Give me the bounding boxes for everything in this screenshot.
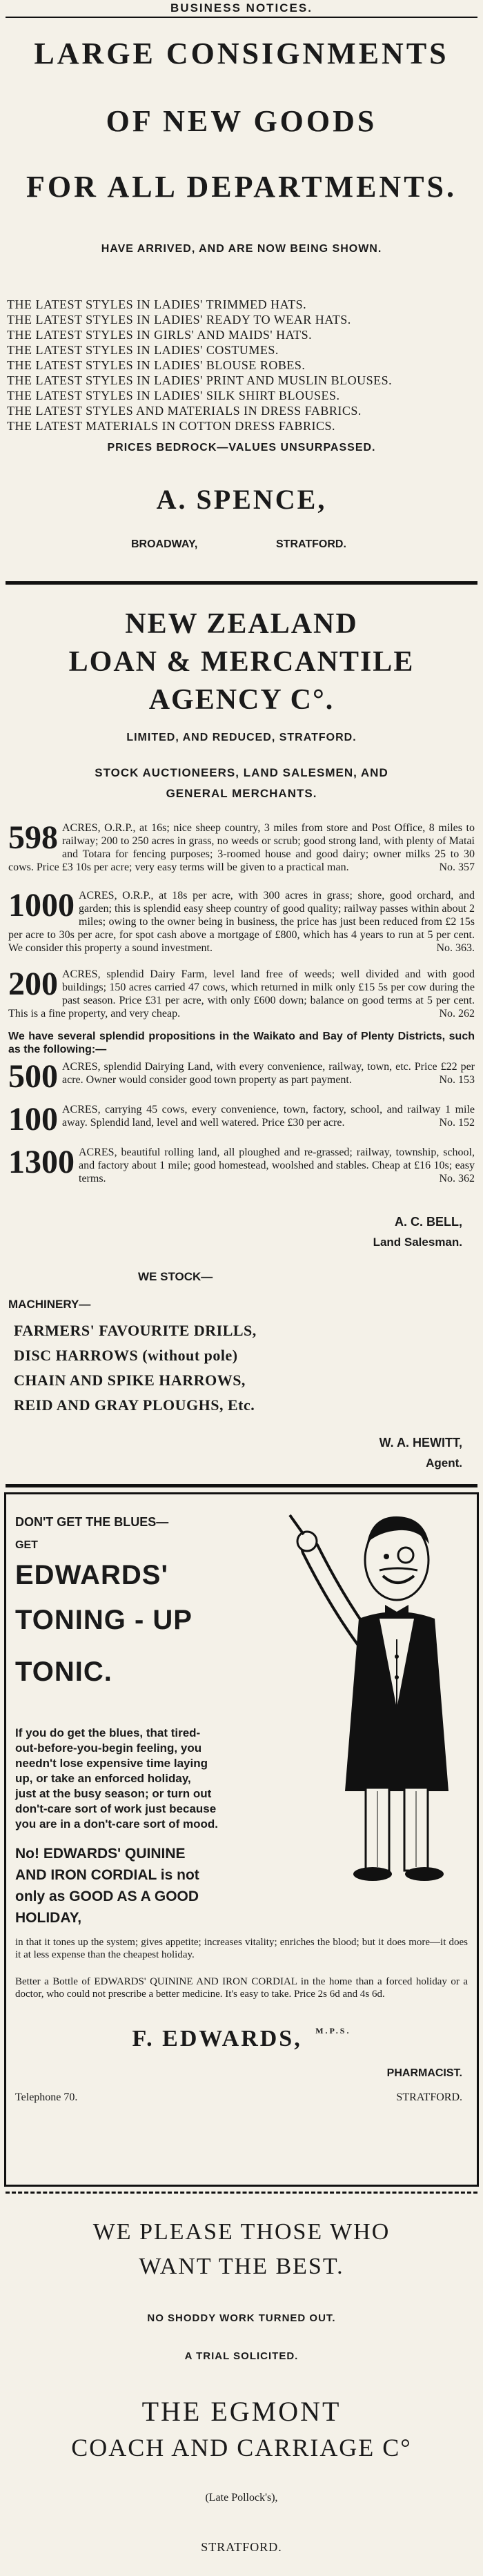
body-line: out-before-you-begin feeling, you <box>15 1741 202 1755</box>
edwards-title-line-2: TONING - UP <box>15 1605 193 1635</box>
nzloan-title-line-2: LOAN & MERCANTILE <box>68 646 415 678</box>
edwards-paragraph-2: in that it tones up the system; gives appetite; increases vitality; enriches the blood; but it does more—it does it at less expense than the cheapest holiday. <box>15 1937 468 1960</box>
spence-title-line-2: OF NEW GOODS <box>106 104 377 138</box>
listing-number: No. 152 <box>439 1117 475 1129</box>
listing-text: ACRES, beautiful rolling land, all ploughed and re-grassed; railway, township, school, and factory about 1 mile; good homestead, woolshed and stables. Cheap at £16 10s; easy terms. <box>79 1146 475 1184</box>
list-item: THE LATEST STYLES IN LADIES' READY TO WEAR HATS. <box>7 313 351 326</box>
edwards-telephone: Telephone 70. <box>15 2091 78 2103</box>
listing <box>0 1146 483 1187</box>
edwards-mps: M.P.S. <box>315 2026 351 2036</box>
edwards-name <box>0 2026 483 2052</box>
listing-number: No. 357 <box>439 861 475 873</box>
listing <box>0 1103 483 1143</box>
egmont-headline-2: WANT THE BEST. <box>139 2254 344 2279</box>
spence-item-list <box>0 297 483 433</box>
egmont-headline-1: WE PLEASE THOSE WHO <box>92 2219 391 2245</box>
edwards-paragraph-3: Better a Bottle of EDWARDS' QUININE AND IRON CORDIAL in the home than a forced holiday or a doctor, who could not prescribe a better medicine. It's easy to take. Price 2s 6d and 4s 6d. <box>15 1976 468 2000</box>
egmont-line-1: NO SHODDY WORK TURNED OUT. <box>147 2312 336 2324</box>
egmont-late: (Late Pollock's), <box>205 2492 278 2504</box>
listing <box>0 1060 483 1100</box>
listing-intro: We have several splendid propositions in the Waikato and Bay of Plenty Districts, such as the following:— <box>8 1031 475 1055</box>
listing-acres: 1000 <box>8 887 75 924</box>
egmont-name-1: THE EGMONT <box>141 2396 342 2427</box>
listing <box>0 968 483 1030</box>
spence-address-left: BROADWAY, <box>131 538 198 550</box>
list-item: CHAIN AND SPIKE HARROWS, <box>14 1372 246 1389</box>
quinine-line: only as GOOD AS A GOOD <box>15 1889 199 1904</box>
listing <box>0 889 483 964</box>
list-item: THE LATEST STYLES IN LADIES' TRIMMED HATS. <box>7 297 307 311</box>
nzloan-business-line-1: STOCK AUCTIONEERS, LAND SALESMEN, AND <box>95 766 388 779</box>
edwards-name-text: F. EDWARDS, <box>132 2026 302 2051</box>
listing <box>0 821 483 885</box>
agent2-role: Agent. <box>426 1456 462 1470</box>
nzloan-title-line-3: AGENCY C°. <box>148 684 335 716</box>
spence-title-line-3: FOR ALL DEPARTMENTS. <box>26 170 457 204</box>
property-listings <box>0 821 483 1187</box>
egmont-line-2: A TRIAL SOLICITED. <box>184 2350 299 2362</box>
edwards-role: PHARMACIST. <box>386 2067 462 2079</box>
body-line: just at the busy season; or turn out <box>15 1787 212 1800</box>
list-item: THE LATEST STYLES IN LADIES' SILK SHIRT BLOUSES. <box>7 389 340 402</box>
listing-number: No. 153 <box>439 1074 475 1086</box>
list-item: DISC HARROWS (without pole) <box>14 1347 238 1364</box>
divider <box>6 17 477 18</box>
listing-acres: 500 <box>8 1058 58 1095</box>
body-line: up, or take an enforced holiday, <box>15 1772 191 1785</box>
list-item: THE LATEST MATERIALS IN COTTON DRESS FABRICS. <box>7 419 336 433</box>
section-header: BUSINESS NOTICES. <box>170 1 313 14</box>
list-item: THE LATEST STYLES IN LADIES' COSTUMES. <box>7 343 279 357</box>
egmont-name-2: COACH AND CARRIAGE C° <box>71 2434 412 2461</box>
list-item: REID AND GRAY PLOUGHS, Etc. <box>14 1396 255 1414</box>
listing-text: ACRES, O.R.P., at 18s per acre, with 300 acres in grass; shore, good orchard, and garden; this is splendid easy sheep country of good quality; railway passes within about 2 miles; owing to the owner being in business, the price has just been reduced from £2 15s per acre to 30s per acre, for spot cash above a mortgage of £800, which has 4 years to run at 5 per cent. We consider this property a sound investment. <box>8 890 475 954</box>
listing-text: ACRES, O.R.P., at 16s; nice sheep country, 3 miles from store and Post Office, 8 miles to railway; 200 to 250 acres in grass, no weeds or scrub; good strong land, with plenty of Matai and Totara for fencing purposes; 3-roomed house and good dairy; owner milks 25 to 30 cows. Price £3 10s per acre; very easy terms will be given to a practical man. <box>8 822 475 873</box>
list-item: THE LATEST STYLES IN GIRLS' AND MAIDS' HATS. <box>7 328 313 342</box>
listing-acres: 200 <box>8 966 58 1002</box>
edwards-quinine <box>0 1843 483 1929</box>
listing-acres: 1300 <box>8 1144 75 1180</box>
machinery-list <box>0 1318 483 1418</box>
listing-text: ACRES, splendid Dairy Farm, level land free of weeds; well divided and with good buildings; 150 acres carried 47 cows, which returned in milk only £15 5s per cow during the past season. Price £31 per acre, with only £600 down; balance on good terms at 5 per cent. This is a fine property, and very cheap. <box>8 968 475 1019</box>
spence-subtitle: HAVE ARRIVED, AND ARE NOW BEING SHOWN. <box>101 243 382 255</box>
spence-title-line-1: LARGE CONSIGNMENTS <box>34 37 449 70</box>
body-line: If you do get the blues, that tired- <box>15 1726 201 1739</box>
divider <box>6 1484 477 1487</box>
listing-text: ACRES, carrying 45 cows, every convenience, town, factory, school, and railway 1 mile away. Splendid land, level and well watered. Price £30 per acre. <box>62 1104 475 1129</box>
listing-text: ACRES, splendid Dairying Land, with every convenience, railway, town, etc. Price £22 per acre. Owner would consider good town property as part payment. <box>62 1061 475 1086</box>
edwards-body <box>0 1726 483 1832</box>
quinine-line: AND IRON CORDIAL is not <box>15 1867 199 1883</box>
body-line: don't-care sort of work just because <box>15 1802 217 1815</box>
agent2-name: W. A. HEWITT, <box>379 1436 462 1450</box>
list-item: THE LATEST STYLES AND MATERIALS IN DRESS FABRICS. <box>7 404 362 418</box>
listing-number: No. 262 <box>439 1008 475 1019</box>
stock-label: WE STOCK— <box>138 1270 213 1283</box>
divider <box>6 581 477 585</box>
agent1-name: A. C. BELL, <box>395 1215 462 1229</box>
nzloan-business-line-2: GENERAL MERCHANTS. <box>166 787 317 800</box>
divider <box>6 2192 477 2194</box>
egmont-town: STRATFORD. <box>201 2540 282 2554</box>
listing-acres: 100 <box>8 1101 58 1138</box>
listing-number: No. 363. <box>436 942 475 954</box>
edwards-intro: DON'T GET THE BLUES— <box>15 1515 169 1529</box>
machinery-label: MACHINERY— <box>8 1298 91 1311</box>
spence-address-right: STRATFORD. <box>276 538 346 550</box>
spence-prices: PRICES BEDROCK—VALUES UNSURPASSED. <box>107 442 376 453</box>
body-line: you are in a don't-care sort of mood. <box>15 1817 219 1831</box>
quinine-line: HOLIDAY, <box>15 1910 82 1926</box>
edwards-town: STRATFORD. <box>396 2091 462 2103</box>
nzloan-limited: LIMITED, AND REDUCED, STRATFORD. <box>126 732 357 743</box>
listing-acres: 598 <box>8 819 58 856</box>
body-line: needn't lose expensive time laying <box>15 1757 208 1770</box>
listing-number: No. 362 <box>439 1173 475 1184</box>
list-item: FARMERS' FAVOURITE DRILLS, <box>14 1322 257 1339</box>
list-item: THE LATEST STYLES IN LADIES' BLOUSE ROBES. <box>7 358 306 372</box>
list-item: THE LATEST STYLES IN LADIES' PRINT AND MUSLIN BLOUSES. <box>7 373 393 387</box>
quinine-line: No! EDWARDS' QUININE <box>15 1846 186 1862</box>
nzloan-title-line-1: NEW ZEALAND <box>125 608 358 640</box>
edwards-title-line-3: TONIC. <box>15 1657 112 1687</box>
agent1-role: Land Salesman. <box>373 1236 462 1249</box>
spence-name: A. SPENCE, <box>156 484 327 515</box>
edwards-get: GET <box>15 1539 38 1551</box>
edwards-title-line-1: EDWARDS' <box>15 1560 168 1590</box>
